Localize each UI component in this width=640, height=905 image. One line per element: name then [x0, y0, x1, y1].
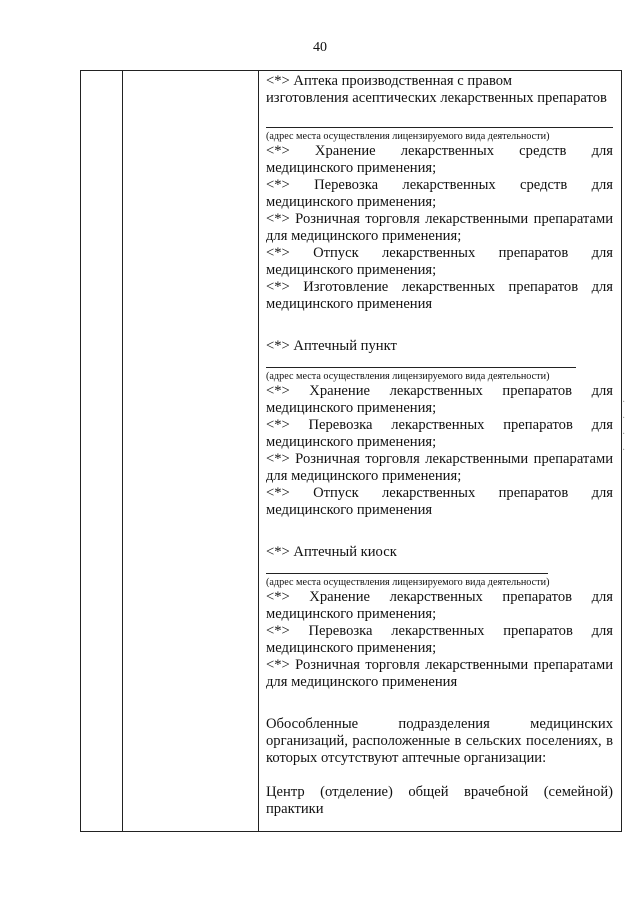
list-item: <*> Хранение лекарственных препаратов для медицинского применения;	[266, 589, 613, 622]
column-divider-1	[122, 71, 123, 831]
list-item: <*> Хранение лекарственных средств для медицинского применения;	[266, 143, 613, 176]
scan-artifact: · · · ·	[622, 397, 627, 456]
pharmacy-kiosk-title: <*> Аптечный киоск	[266, 544, 397, 560]
address-line	[266, 115, 613, 128]
pharmacy-point-title: <*> Аптечный пункт	[266, 338, 397, 354]
license-table	[80, 70, 622, 832]
activity-cell	[266, 73, 613, 818]
list-item: <*> Розничная торговля лекарственными препаратами для медицинского применения;	[266, 451, 613, 484]
table-border-left	[80, 71, 81, 831]
address-line	[266, 561, 548, 574]
list-item: <*> Перевозка лекарственных препаратов для медицинского применения;	[266, 623, 613, 656]
separate-divisions-text: Обособленные подразделения медицинских организаций, расположенные в сельских поселениях, в которых отсутствуют аптечные организации:	[266, 716, 613, 766]
list-item: <*> Перевозка лекарственных препаратов для медицинского применения;	[266, 417, 613, 450]
general-practice-center-text: Центр (отделение) общей врачебной (семейной) практики	[266, 784, 613, 817]
list-item: <*> Розничная торговля лекарственными препаратами для медицинского применения	[266, 657, 613, 690]
list-item: <*> Розничная торговля лекарственными препаратами для медицинского применения;	[266, 211, 613, 244]
column-divider-2	[258, 71, 259, 831]
list-item: <*> Отпуск лекарственных препаратов для медицинского применения;	[266, 245, 613, 278]
list-item: <*> Изготовление лекарственных препаратов для медицинского применения	[266, 279, 613, 312]
list-item: <*> Отпуск лекарственных препаратов для медицинского применения	[266, 485, 613, 518]
page-number: 40	[313, 40, 327, 55]
production-pharmacy-title-line: <*> Аптека производственная с правом	[266, 73, 513, 89]
address-line	[266, 355, 576, 368]
production-pharmacy-title-rest: изготовления асептических лекарственных препаратов	[266, 90, 607, 106]
list-item: <*> Хранение лекарственных препаратов для медицинского применения;	[266, 383, 613, 416]
address-caption: (адрес места осуществления лицензируемого вида деятельности)	[266, 371, 550, 382]
list-item: <*> Перевозка лекарственных средств для медицинского применения;	[266, 177, 613, 210]
address-caption: (адрес места осуществления лицензируемого вида деятельности)	[266, 131, 550, 142]
address-caption: (адрес места осуществления лицензируемого вида деятельности)	[266, 577, 550, 588]
